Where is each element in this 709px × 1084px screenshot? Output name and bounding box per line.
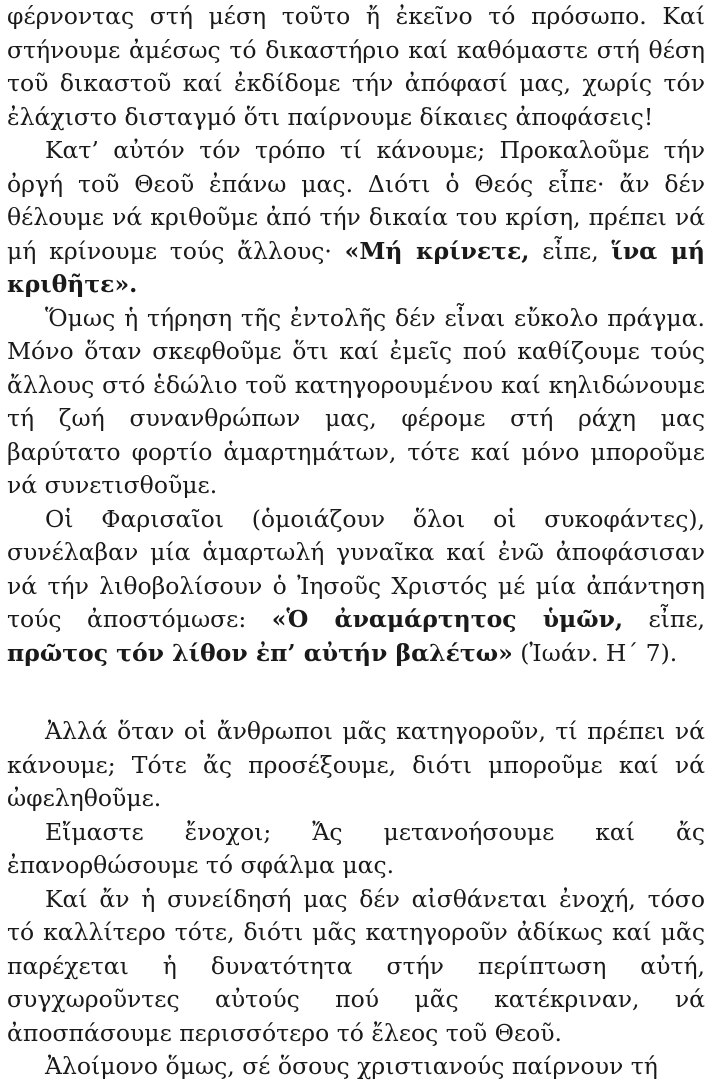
paragraph-7: [7, 883, 705, 1051]
citation: (Ἰωάν. Η΄ 7).: [512, 638, 678, 667]
paragraph-8: [7, 1050, 705, 1084]
text-run: εἶπε,: [529, 236, 612, 265]
bold-quote: «Ὁ ἀναμάρτητος ὑμῶν,: [271, 605, 624, 633]
paragraph-3: [7, 302, 705, 503]
text-run: Ὅμως ἡ τήρηση τῆς ἐντολῆς δέν εἶναι εὔκολο πράγμα. Μόνο ὅταν σκεφθοῦμε ὅτι καί ἐμεῖς πού καθίζουμε τούς ἄλλους στό ἑδώλιο τοῦ κατηγορουμένου καί κηλιδώνουμε τή ζωή συνανθρώπων μας, φέρομε στή ράχη μας βαρύτατο φορτίο ἁμαρτημάτων, τότε καί μόνο μποροῦμε νά συνετισθοῦμε.: [7, 303, 705, 499]
paragraph-6: [7, 816, 705, 883]
paragraph-4: [7, 503, 705, 671]
bold-quote: «Μή κρίνετε,: [344, 236, 530, 265]
text-run: Οἱ Φαρισαῖοι (ὁμοιάζουν ὅλοι οἱ συκοφάντες), συνέλαβαν μία ἁμαρτωλή γυναῖκα καί ἐνῶ ἀποφάσισαν νά τήν λιθοβολίσουν ὁ Ἰησοῦς Χριστός μέ μία ἀπάντηση τούς ἀποστόμωσε:: [7, 504, 705, 633]
text-run: Καί ἄν ἡ συνείδησή μας δέν αἰσθάνεται ἐνοχή, τόσο τό καλλίτερο τότε, διότι μᾶς κατηγοροῦν ἀδίκως καί μᾶς παρέχεται ἡ δυνατότητα στήν περίπτωση αὐτή, συγχωροῦντες αὐτούς πού μᾶς κατέκριναν, νά ἀποσπάσουμε περισσότερο τό ἔλεος τοῦ Θεοῦ.: [7, 884, 705, 1047]
text-run: Κατ’ αὐτόν τόν τρόπο τί κάνουμε; Προκαλοῦμε τήν ὀργή τοῦ Θεοῦ ἐπάνω μας. Διότι ὁ Θεός εἶπε· ἄν δέν θέλουμε νά κριθοῦμε ἀπό τήν δικαία του κρίση, πρέπει νά μή κρίνουμε τούς ἄλλους·: [7, 136, 705, 265]
text-run: Ἀλοίμονο ὅμως, σέ ὅσους χριστιανούς παίρνουν τή: [45, 1052, 658, 1080]
bold-quote: ἵνα μή κριθῆτε».: [7, 236, 706, 298]
paragraph-5: [7, 715, 705, 816]
text-run: εἶπε,: [623, 605, 705, 633]
paragraph-1: [7, 0, 705, 134]
text-run: φέρνοντας στή μέση τοῦτο ἤ ἐκεῖνο τό πρόσωπο. Καί στήνουμε ἀμέσως τό δικαστήριο καί καθόμαστε στή θέση τοῦ δικαστοῦ καί ἐκδίδομε τήν ἀπόφασί μας, χωρίς τόν ἐλάχιστο δισταγμό ὅτι παίρνουμε δίκαιες ἀποφάσεις!: [7, 2, 705, 131]
text-run: Ἀλλά ὅταν οἱ ἄνθρωποι μᾶς κατηγοροῦν, τί πρέπει νά κάνουμε; Τότε ἄς προσέξουμε, διότι μποροῦμε καί νά ὠφεληθοῦμε.: [7, 717, 705, 812]
text-run: Εἴμαστε ἔνοχοι; Ἄς μετανοήσουμε καί ἄς ἐπανορθώσουμε τό σφάλμα μας.: [7, 817, 705, 879]
paragraph-2: [7, 134, 705, 302]
section-gap: [7, 670, 705, 715]
bold-quote: πρῶτος τόν λίθον ἐπ’ αὐτήν βαλέτω»: [7, 638, 513, 667]
